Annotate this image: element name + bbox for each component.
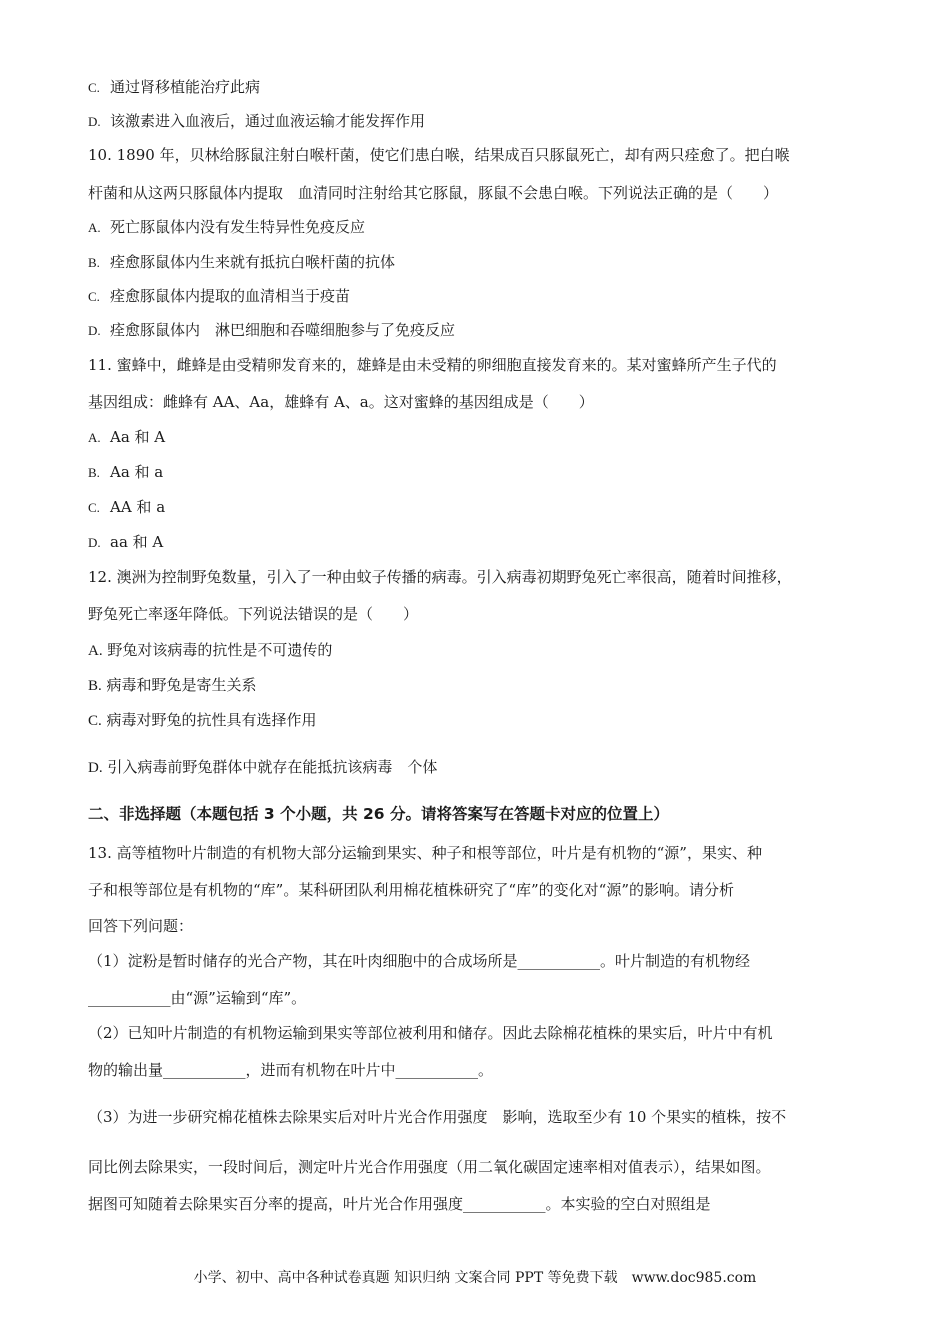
option-text: 病毒和野兔是寄生关系 [106, 676, 257, 694]
q13-part3-line-2: 同比例去除果实，一段时间后，测定叶片光合作用强度（用二氧化碳固定速率相对值表示），结果如图。 [88, 1158, 771, 1176]
q10-stem-line-2: 杆菌和从这两只豚鼠体内提取 血清同时注射给其它豚鼠，豚鼠不会患白喉。下列说法正确的是（ ） [88, 184, 779, 202]
option-text: aa 和 A [110, 533, 164, 551]
q10-option-a [88, 217, 862, 238]
q11-stem-line-2: 基因组成：雌蜂有 AA、Aa，雄蜂有 A、a。这对蜜蜂的基因组成是（ ） [88, 393, 594, 411]
q13-part2-line-1: （2）已知叶片制造的有机物运输到果实等部位被利用和储存。因此去除棉花植株的果实后，叶片中有机 [88, 1024, 773, 1042]
option-label: B. [88, 678, 102, 694]
option-label: A. [88, 430, 101, 445]
option-text: AA 和 a [110, 498, 166, 516]
option-label: C. [88, 289, 100, 304]
q13-stem-line-2: 子和根等部位是有机物的“库”。某科研团队利用棉花植株研究了“库”的变化对“源”的影响。请分析 [88, 881, 735, 899]
q12-stem-line-2: 野兔死亡率逐年降低。下列说法错误的是（ ） [88, 605, 419, 623]
option-text: Aa 和 A [110, 428, 166, 446]
option-label: C. [88, 713, 102, 729]
option-label: B. [88, 255, 100, 270]
q13-part3-line-1: （3）为进一步研究棉花植株去除果实后对叶片光合作用强度 影响，选取至少有 10 个果实的植株，按不 [88, 1108, 787, 1126]
option-label: A. [88, 220, 101, 235]
option-text: 痊愈豚鼠体内生来就有抵抗白喉杆菌的抗体 [110, 253, 396, 271]
q11-option-d [88, 532, 862, 553]
q9-option-d [88, 111, 862, 132]
option-label: D. [88, 323, 101, 338]
q10-option-c [88, 286, 862, 307]
q12-option-a [88, 640, 862, 661]
option-label: C. [88, 80, 100, 95]
option-label: D. [88, 114, 101, 129]
q10-stem-line-1: 10. 1890 年，贝林给豚鼠注射白喉杆菌，使它们患白喉，结果成百只豚鼠死亡，却有两只痊愈了。把白喉 [88, 146, 790, 164]
q13-part1-line-1: （1）淀粉是暂时储存的光合产物，其在叶肉细胞中的合成场所是___________。叶片制造的有机物经 [88, 952, 751, 970]
q13-stem-line-1: 13. 高等植物叶片制造的有机物大部分运输到果实、种子和根等部位，叶片是有机物的“源”，果实、种 [88, 844, 762, 862]
q11-stem-line-1: 11. 蜜蜂中，雌蜂是由受精卵发育来的，雄蜂是由未受精的卵细胞直接发育来的。某对蜜蜂所产生子代的 [88, 356, 777, 374]
q13-part1-line-2: ___________由“源”运输到“库”。 [88, 989, 307, 1007]
option-label: D. [88, 760, 103, 776]
option-label: D. [88, 535, 101, 550]
q12-stem-line-1: 12. 澳洲为控制野兔数量，引入了一种由蚊子传播的病毒。引入病毒初期野兔死亡率很高，随着时间推移， [88, 568, 792, 586]
option-label: A. [88, 643, 103, 659]
option-text: 引入病毒前野兔群体中就存在能抵抗该病毒 个体 [107, 758, 438, 776]
page-footer: 小学、初中、高中各种试卷真题 知识归纳 文案合同 PPT 等免费下载 www.doc985.com [193, 1270, 757, 1286]
option-text: 痊愈豚鼠体内提取的血清相当于疫苗 [110, 287, 351, 305]
q12-option-d [88, 757, 862, 778]
q9-option-c [88, 77, 862, 98]
option-label: B. [88, 465, 100, 480]
q13-stem-line-3: 回答下列问题： [88, 917, 194, 935]
q13-part3-line-3: 据图可知随着去除果实百分率的提高，叶片光合作用强度___________。本实验的空白对照组是 [88, 1195, 711, 1213]
q12-option-b [88, 675, 862, 696]
option-text: 病毒对野兔的抗性具有选择作用 [106, 711, 317, 729]
option-text: 野兔对该病毒的抗性是不可遗传的 [107, 641, 333, 659]
q12-option-c [88, 710, 862, 731]
q11-option-b [88, 462, 862, 483]
q11-option-c [88, 497, 862, 518]
option-text: Aa 和 a [110, 463, 164, 481]
option-text: 痊愈豚鼠体内 淋巴细胞和吞噬细胞参与了免疫反应 [110, 321, 456, 339]
q11-option-a [88, 427, 862, 448]
option-text: 死亡豚鼠体内没有发生特异性免疫反应 [110, 218, 366, 236]
option-label: C. [88, 500, 100, 515]
q10-option-b [88, 252, 862, 273]
option-text: 该激素进入血液后，通过血液运输才能发挥作用 [110, 112, 426, 130]
q13-part2-line-2: 物的输出量___________，进而有机物在叶片中___________。 [88, 1061, 494, 1079]
q10-option-d [88, 320, 862, 341]
option-text: 通过肾移植能治疗此病 [110, 78, 261, 96]
section-heading: 二、非选择题（本题包括 3 个小题，共 26 分。请将答案写在答题卡对应的位置上） [88, 805, 669, 823]
